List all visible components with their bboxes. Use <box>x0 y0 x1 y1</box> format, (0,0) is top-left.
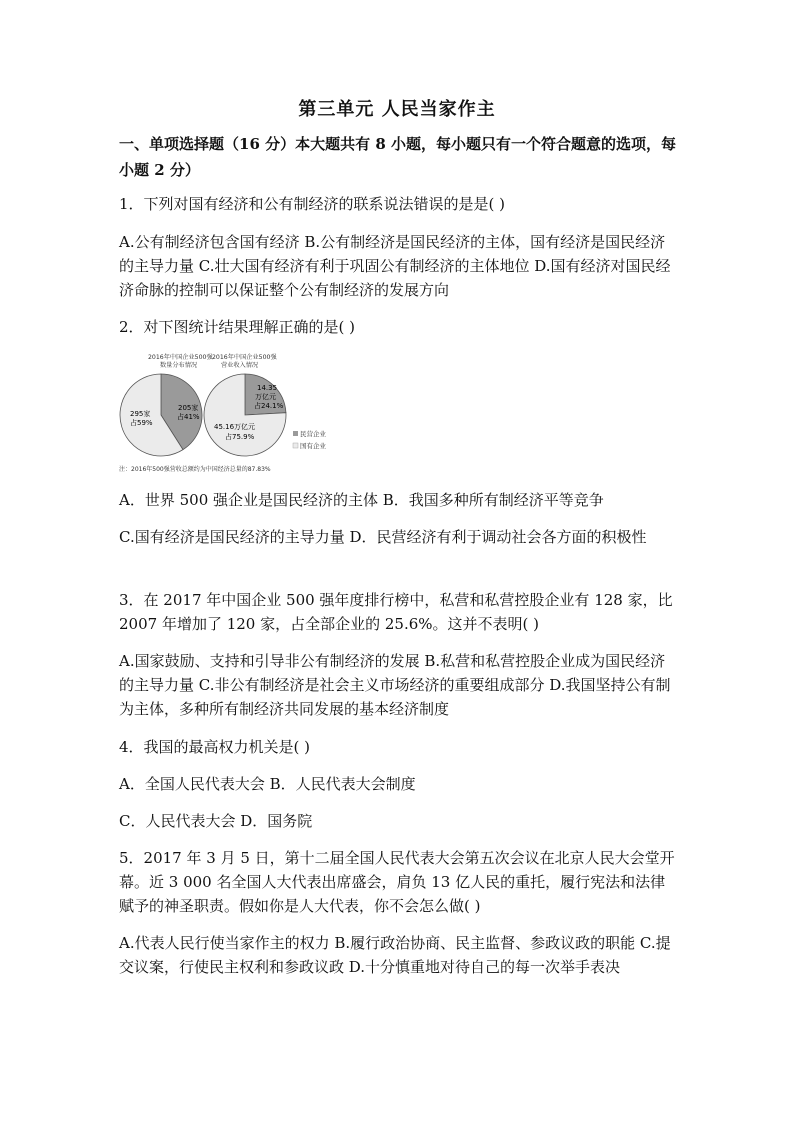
question-1-options: A.公有制经济包含国有经济 B.公有制经济是国民经济的主体，国有经济是国民经济的主导力量 C.壮大国有经济有利于巩固公有制经济的主体地位 D.国有经济对国民经济命脉的控制可以保证整个公有制经济的发展方向 <box>119 233 671 299</box>
pie-2-dark-label-line-1: 14.35 <box>257 384 278 392</box>
pie-2-title-line-2: 营业收入情况 <box>221 362 259 369</box>
section-heading: 一、单项选择题（16 分）本大题共有 8 小题，每小题只有一个符合题意的选项，每小题 2 分） <box>119 135 676 179</box>
pie-2-light-label-line-2: 占75.9% <box>225 433 255 441</box>
legend-swatch-state <box>293 443 298 448</box>
pie-2-dark-label-line-3: 占24.1% <box>254 402 284 410</box>
question-2-options-line-1: A．世界 500 强企业是国民经济的主体 B．我国多种所有制经济平等竞争 <box>119 491 604 509</box>
question-4-options-line-2: C．人民代表大会 D．国务院 <box>119 812 313 830</box>
question-4-options-line-1: A．全国人民代表大会 B．人民代表大会制度 <box>119 775 416 793</box>
question-2-stem: 2．对下图统计结果理解正确的是( ) <box>119 318 356 336</box>
unit-title: 第三单元 人民当家作主 <box>298 99 496 120</box>
pie-2-dark-label-line-2: 万亿元 <box>255 393 276 401</box>
question-5-options: A.代表人民行使当家作主的权力 B.履行政治协商、民主监督、参政议政的职能 C.提交议案，行使民主权利和参政议政 D.十分慎重地对待自己的每一次举手表决 <box>119 934 671 976</box>
legend-label-state: 国有企业 <box>300 442 326 450</box>
pie-2-light-label-line-1: 45.16万亿元 <box>214 423 256 431</box>
pie-1-dark-label-line-2: 占41% <box>177 413 200 421</box>
question-1-stem: 1．下列对国有经济和公有制经济的联系说法错误的是是( ) <box>119 195 506 213</box>
question-3-options: A.国家鼓励、支持和引导非公有制经济的发展 B.私营和私营控股企业成为国民经济的主导力量 C.非公有制经济是社会主义市场经济的重要组成部分 D.我国坚持公有制为主体，多种所有制经济共同发展的基本经济制度 <box>119 652 671 718</box>
chart-note: 注：2016年500强营收总额约为中国经济总量的87.83% <box>119 466 271 473</box>
pie-1-title-line-2: 数量分布情况 <box>160 362 198 369</box>
pie-1-light-label-line-2: 占59% <box>130 419 153 427</box>
pie-2-title-line-1: 2016年中国企业500强 <box>212 354 277 361</box>
question-3-stem: 3．在 2017 年中国企业 500 强年度排行榜中，私营和私营控股企业有 128 家，比 2007 年增加了 120 家，占全部企业的 25.6%。这并不表明( ) <box>119 591 673 633</box>
pie-1-title-line-1: 2016年中国企业500强 <box>148 354 213 361</box>
legend-label-private: 民营企业 <box>300 430 326 438</box>
pie-1-dark-label-line-1: 205家 <box>178 404 199 412</box>
legend-swatch-private <box>293 431 298 436</box>
question-2-options-line-2: C.国有经济是国民经济的主导力量 D．民营经济有利于调动社会各方面的积极性 <box>119 528 647 546</box>
pie-charts-figure <box>117 348 339 476</box>
question-5-stem: 5．2017 年 3 月 5 日，第十二届全国人民代表大会第五次会议在北京人民大会堂开幕。近 3 000 名全国人大代表出席盛会，肩负 13 亿人民的重托，履行宪法和法律赋予的神圣职责。假如你是人大代表，你不会怎么做( ) <box>119 849 675 915</box>
pie-1-light-label-line-1: 295家 <box>130 410 151 418</box>
question-4-stem: 4．我国的最高权力机关是( ) <box>119 738 311 756</box>
